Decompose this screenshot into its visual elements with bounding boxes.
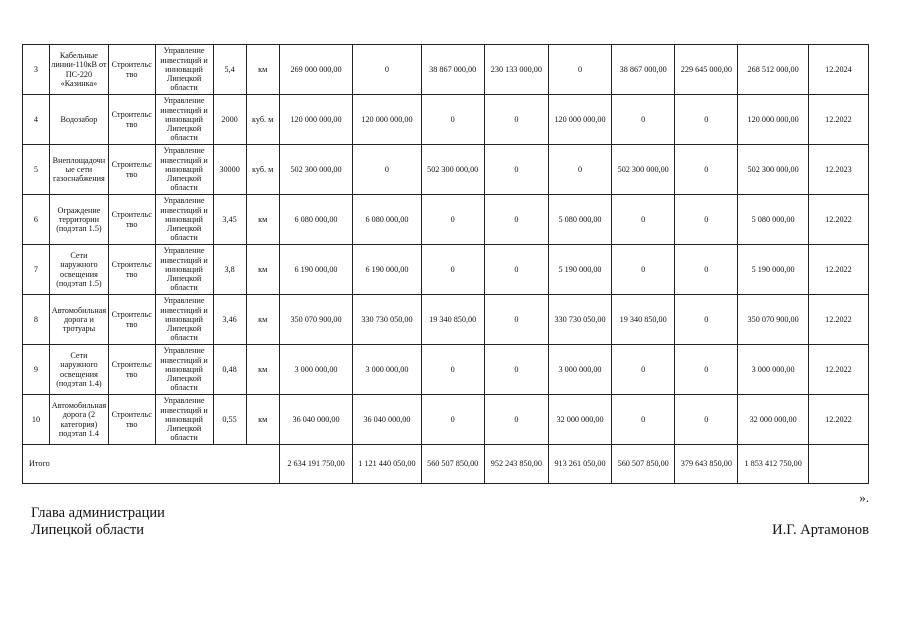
cell-completion-date: 12.2023 xyxy=(808,145,868,195)
cell-unit: км xyxy=(246,395,279,445)
total-value-4: 952 243 850,00 xyxy=(484,445,548,484)
cell-responsible-agency: Управление инвестиций и инноваций Липецкой области xyxy=(155,295,213,345)
cell-value-col8: 5 190 000,00 xyxy=(738,245,808,295)
cell-value-col7: 0 xyxy=(675,195,738,245)
total-value-1: 2 634 191 750,00 xyxy=(279,445,353,484)
cell-value-total: 269 000 000,00 xyxy=(279,45,353,95)
cell-responsible-agency: Управление инвестиций и инноваций Липецкой области xyxy=(155,195,213,245)
cell-work-type: Строительство xyxy=(108,395,155,445)
total-value-5: 913 261 050,00 xyxy=(548,445,611,484)
cell-value-col4: 0 xyxy=(484,345,548,395)
cell-completion-date: 12.2022 xyxy=(808,245,868,295)
cell-value-col3: 19 340 850,00 xyxy=(421,295,484,345)
investment-table xyxy=(22,44,869,484)
cell-value-col8: 3 000 000,00 xyxy=(738,345,808,395)
cell-completion-date: 12.2024 xyxy=(808,45,868,95)
cell-value-col5: 5 080 000,00 xyxy=(548,195,611,245)
cell-value-col3: 0 xyxy=(421,345,484,395)
cell-responsible-agency: Управление инвестиций и инноваций Липецкой области xyxy=(155,45,213,95)
cell-row-number: 8 xyxy=(23,295,50,345)
cell-completion-date: 12.2022 xyxy=(808,395,868,445)
cell-value-col5: 120 000 000,00 xyxy=(548,95,611,145)
cell-value-col6: 0 xyxy=(612,345,675,395)
cell-value-col3: 38 867 000,00 xyxy=(421,45,484,95)
cell-value-col5: 5 190 000,00 xyxy=(548,245,611,295)
signature-position-line2: Липецкой области xyxy=(31,522,144,538)
total-value-2: 1 121 440 050,00 xyxy=(353,445,421,484)
cell-value-col8: 350 070 900,00 xyxy=(738,295,808,345)
cell-unit: куб. м xyxy=(246,145,279,195)
cell-value-col4: 0 xyxy=(484,145,548,195)
table-row xyxy=(23,195,869,245)
cell-work-type: Строительство xyxy=(108,195,155,245)
cell-value-col7: 0 xyxy=(675,95,738,145)
cell-work-type: Строительство xyxy=(108,145,155,195)
cell-value-col4: 0 xyxy=(484,195,548,245)
cell-object-name: Кабельные линии-110кВ от ПС-220 «Казинка» xyxy=(49,45,108,95)
total-row xyxy=(23,445,869,484)
cell-row-number: 7 xyxy=(23,245,50,295)
cell-value-col3: 0 xyxy=(421,395,484,445)
cell-quantity: 2000 xyxy=(213,95,246,145)
cell-object-name: Ограждение территории (подэтап 1.5) xyxy=(49,195,108,245)
cell-work-type: Строительство xyxy=(108,295,155,345)
cell-object-name: Автомобильная дорога и тротуары xyxy=(49,295,108,345)
cell-value-total: 6 080 000,00 xyxy=(279,195,353,245)
cell-value-col2: 36 040 000,00 xyxy=(353,395,421,445)
cell-responsible-agency: Управление инвестиций и инноваций Липецкой области xyxy=(155,95,213,145)
cell-unit: км xyxy=(246,195,279,245)
cell-value-col5: 0 xyxy=(548,145,611,195)
cell-value-col6: 0 xyxy=(612,245,675,295)
cell-value-col8: 5 080 000,00 xyxy=(738,195,808,245)
cell-unit: км xyxy=(246,245,279,295)
cell-value-col2: 6 080 000,00 xyxy=(353,195,421,245)
cell-value-col5: 3 000 000,00 xyxy=(548,345,611,395)
cell-work-type: Строительство xyxy=(108,245,155,295)
cell-value-col3: 502 300 000,00 xyxy=(421,145,484,195)
signature-position xyxy=(31,505,165,539)
cell-value-col5: 0 xyxy=(548,45,611,95)
total-value-6: 560 507 850,00 xyxy=(612,445,675,484)
cell-value-col4: 0 xyxy=(484,295,548,345)
cell-value-col8: 120 000 000,00 xyxy=(738,95,808,145)
cell-value-col6: 38 867 000,00 xyxy=(612,45,675,95)
cell-object-name: Внеплощадочные сети газоснабжения xyxy=(49,145,108,195)
cell-completion-date: 12.2022 xyxy=(808,95,868,145)
cell-value-total: 120 000 000,00 xyxy=(279,95,353,145)
table-row xyxy=(23,45,869,95)
table-row xyxy=(23,295,869,345)
cell-value-total: 350 070 900,00 xyxy=(279,295,353,345)
cell-row-number: 10 xyxy=(23,395,50,445)
closing-quote: ». xyxy=(859,490,869,505)
table-row xyxy=(23,345,869,395)
cell-value-col2: 120 000 000,00 xyxy=(353,95,421,145)
cell-object-name: Сети наружного освещения (подэтап 1.4) xyxy=(49,345,108,395)
cell-row-number: 9 xyxy=(23,345,50,395)
cell-responsible-agency: Управление инвестиций и инноваций Липецкой области xyxy=(155,395,213,445)
signature-name: И.Г. Артамонов xyxy=(772,522,869,538)
cell-responsible-agency: Управление инвестиций и инноваций Липецкой области xyxy=(155,345,213,395)
cell-value-col4: 0 xyxy=(484,95,548,145)
cell-object-name: Водозабор xyxy=(49,95,108,145)
cell-value-col6: 0 xyxy=(612,95,675,145)
cell-unit: км xyxy=(246,295,279,345)
cell-value-col2: 6 190 000,00 xyxy=(353,245,421,295)
cell-value-col4: 0 xyxy=(484,395,548,445)
total-value-3: 560 507 850,00 xyxy=(421,445,484,484)
cell-value-col7: 229 645 000,00 xyxy=(675,45,738,95)
cell-row-number: 3 xyxy=(23,45,50,95)
cell-value-col8: 268 512 000,00 xyxy=(738,45,808,95)
cell-value-col4: 0 xyxy=(484,245,548,295)
cell-value-col2: 0 xyxy=(353,145,421,195)
cell-value-total: 36 040 000,00 xyxy=(279,395,353,445)
cell-value-col3: 0 xyxy=(421,95,484,145)
cell-responsible-agency: Управление инвестиций и инноваций Липецкой области xyxy=(155,245,213,295)
table-row xyxy=(23,395,869,445)
cell-value-col4: 230 133 000,00 xyxy=(484,45,548,95)
cell-object-name: Сети наружного освещения (подэтап 1.5) xyxy=(49,245,108,295)
cell-unit: км xyxy=(246,45,279,95)
cell-value-col5: 330 730 050,00 xyxy=(548,295,611,345)
cell-value-col2: 3 000 000,00 xyxy=(353,345,421,395)
table-row xyxy=(23,145,869,195)
cell-row-number: 4 xyxy=(23,95,50,145)
cell-work-type: Строительство xyxy=(108,345,155,395)
cell-value-col6: 0 xyxy=(612,195,675,245)
table-row xyxy=(23,95,869,145)
cell-quantity: 30000 xyxy=(213,145,246,195)
cell-quantity: 3,8 xyxy=(213,245,246,295)
cell-responsible-agency: Управление инвестиций и инноваций Липецкой области xyxy=(155,145,213,195)
cell-value-col7: 0 xyxy=(675,245,738,295)
cell-value-col8: 32 000 000,00 xyxy=(738,395,808,445)
cell-value-col3: 0 xyxy=(421,195,484,245)
cell-value-col7: 0 xyxy=(675,145,738,195)
cell-value-col8: 502 300 000,00 xyxy=(738,145,808,195)
total-label: Итого xyxy=(23,445,280,484)
cell-row-number: 6 xyxy=(23,195,50,245)
cell-unit: куб. м xyxy=(246,95,279,145)
cell-work-type: Строительство xyxy=(108,45,155,95)
cell-quantity: 3,46 xyxy=(213,295,246,345)
cell-value-col3: 0 xyxy=(421,245,484,295)
cell-quantity: 3,45 xyxy=(213,195,246,245)
cell-quantity: 0,55 xyxy=(213,395,246,445)
cell-value-col2: 0 xyxy=(353,45,421,95)
cell-completion-date: 12.2022 xyxy=(808,345,868,395)
cell-object-name: Автомобильная дорога (2 категория) подэтап 1.4 xyxy=(49,395,108,445)
cell-value-col7: 0 xyxy=(675,345,738,395)
cell-value-col6: 502 300 000,00 xyxy=(612,145,675,195)
table-row xyxy=(23,245,869,295)
signature-position-line1: Глава администрации xyxy=(31,505,165,521)
cell-value-col6: 0 xyxy=(612,395,675,445)
cell-value-col7: 0 xyxy=(675,295,738,345)
cell-value-col6: 19 340 850,00 xyxy=(612,295,675,345)
total-value-7: 379 643 850,00 xyxy=(675,445,738,484)
total-value-8: 1 853 412 750,00 xyxy=(738,445,808,484)
cell-quantity: 0,48 xyxy=(213,345,246,395)
cell-value-total: 502 300 000,00 xyxy=(279,145,353,195)
cell-row-number: 5 xyxy=(23,145,50,195)
cell-completion-date: 12.2022 xyxy=(808,195,868,245)
cell-value-col7: 0 xyxy=(675,395,738,445)
cell-work-type: Строительство xyxy=(108,95,155,145)
cell-value-total: 6 190 000,00 xyxy=(279,245,353,295)
total-empty-cell xyxy=(808,445,868,484)
cell-value-col2: 330 730 050,00 xyxy=(353,295,421,345)
cell-value-col5: 32 000 000,00 xyxy=(548,395,611,445)
cell-value-total: 3 000 000,00 xyxy=(279,345,353,395)
cell-completion-date: 12.2022 xyxy=(808,295,868,345)
cell-quantity: 5,4 xyxy=(213,45,246,95)
cell-unit: км xyxy=(246,345,279,395)
